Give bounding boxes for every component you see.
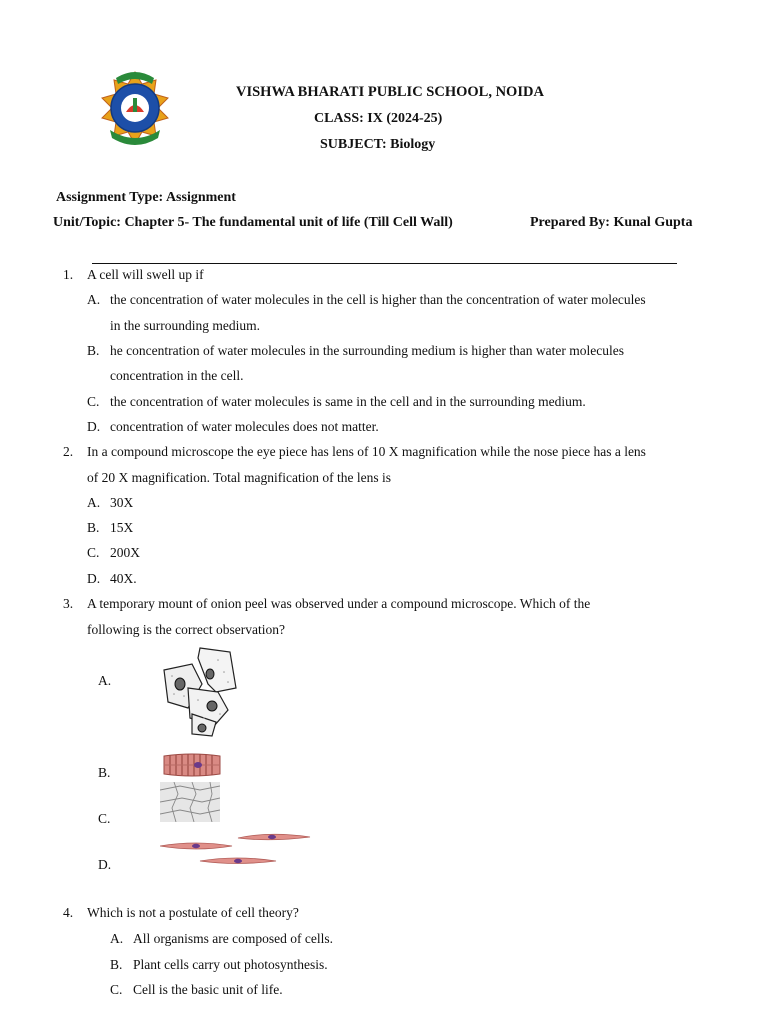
option-text: Cell is the basic unit of life. (133, 982, 283, 997)
option-label: A. (110, 931, 124, 946)
option-label: D. (87, 571, 101, 586)
option-text: concentration of water molecules does not matter. (110, 419, 379, 434)
unit-topic: Unit/Topic: Chapter 5- The fundamental unit of life (Till Cell Wall) (53, 215, 453, 230)
option-label: A. (98, 673, 112, 688)
option-label: D. (87, 419, 101, 434)
option-text: 15X (110, 520, 134, 535)
option-text: he concentration of water molecules in the surrounding medium is higher than water molecules (110, 343, 624, 358)
question-number: 1. (63, 267, 74, 282)
option-text: 40X. (110, 571, 137, 586)
option-text: 200X (110, 545, 140, 560)
question-text: A cell will swell up if (87, 267, 204, 282)
option-label: A. (87, 495, 101, 510)
option-text: 30X (110, 495, 134, 510)
question-text: A temporary mount of onion peel was observed under a compound microscope. Which of the (87, 596, 591, 611)
option-label: A. (87, 292, 101, 307)
prepared-by: Prepared By: Kunal Gupta (530, 215, 693, 230)
question-text: of 20 X magnification. Total magnification of the lens is (87, 470, 391, 485)
question-text: Which is not a postulate of cell theory? (87, 905, 299, 920)
option-label: B. (110, 957, 123, 972)
question-number: 2. (63, 444, 74, 459)
school-name: VISHWA BHARATI PUBLIC SCHOOL, NOIDA (236, 84, 544, 100)
option-text: the concentration of water molecules in the cell is higher than the concentration of water molecules (110, 292, 646, 307)
option-text: in the surrounding medium. (110, 318, 260, 333)
question-text: In a compound microscope the eye piece has lens of 10 X magnification while the nose piece has a lens (87, 444, 646, 459)
option-label: B. (87, 343, 100, 358)
option-label: B. (87, 520, 100, 535)
question-number: 4. (63, 905, 74, 920)
class-line: CLASS: IX (2024-25) (314, 111, 443, 126)
option-label: C. (87, 394, 100, 409)
option-label: C. (110, 982, 123, 997)
option-label: D. (98, 857, 112, 872)
muscle-fibre-image (162, 752, 222, 778)
option-label: C. (87, 545, 100, 560)
subject-line: SUBJECT: Biology (320, 137, 436, 152)
onion-peel-image (160, 782, 220, 822)
option-text: the concentration of water molecules is same in the cell and in the surrounding medium. (110, 394, 586, 409)
option-label: C. (98, 811, 111, 826)
option-text: Plant cells carry out photosynthesis. (133, 957, 328, 972)
cheek-cells-image (158, 644, 240, 740)
school-logo (96, 68, 174, 148)
question-number: 3. (63, 596, 74, 611)
spindle-cells-image (160, 828, 312, 870)
question-text: following is the correct observation? (87, 622, 285, 637)
assignment-type: Assignment Type: Assignment (56, 190, 236, 205)
header-divider (92, 263, 677, 264)
option-label: B. (98, 765, 111, 780)
option-text: concentration in the cell. (110, 368, 244, 383)
option-text: All organisms are composed of cells. (133, 931, 333, 946)
